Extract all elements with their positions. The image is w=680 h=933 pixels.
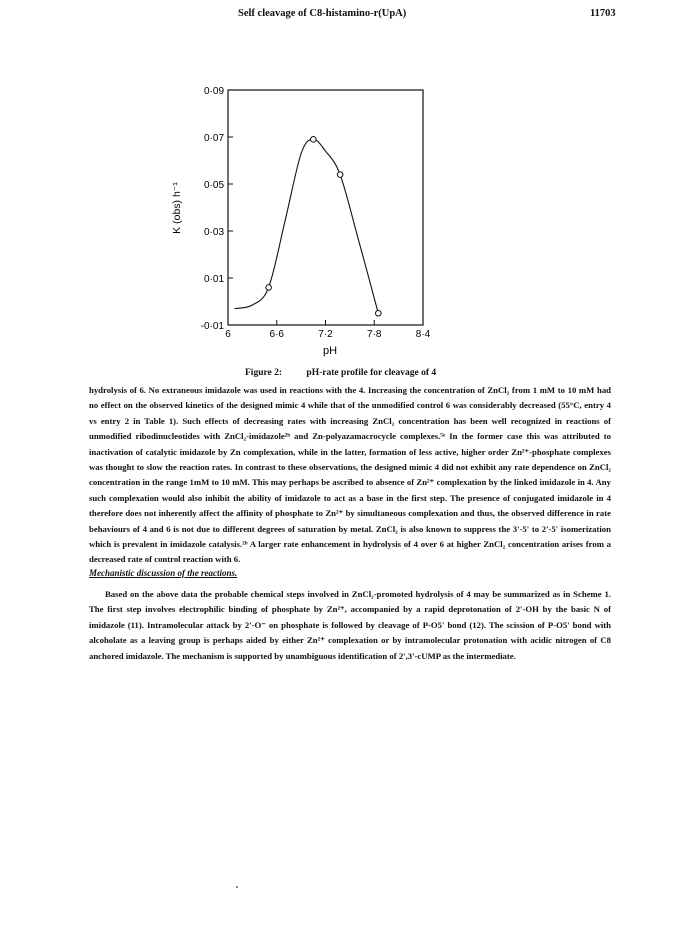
y-axis-label: K (obs) h⁻¹ xyxy=(171,182,183,234)
running-header xyxy=(0,8,680,24)
page-speck xyxy=(236,886,238,888)
y-tick-label: 0·03 xyxy=(203,227,224,238)
running-title: Self cleavage of C8-histamino-r(UpA) xyxy=(238,8,407,19)
ph-rate-chart xyxy=(160,80,460,362)
x-tick-label: 8·4 xyxy=(415,329,431,340)
data-point xyxy=(266,285,272,291)
y-tick-label: 0·05 xyxy=(203,180,224,191)
data-points xyxy=(266,137,381,316)
plot-frame xyxy=(228,90,423,325)
x-axis-ticks xyxy=(225,320,430,340)
data-point xyxy=(337,172,343,178)
data-point xyxy=(376,310,382,316)
x-tick-label: 6 xyxy=(225,329,231,340)
paragraph-2: Based on the above data the probable chemical steps involved in ZnCl₂-promoted hydrolysis of 4 may be summarized as in Scheme 1. The first step involves electrophilic binding of phosphate by Zn²⁺, accompanied by a rapid deprotonation of 2'-OH by the basic N of imidazole (11). Intramolecular attack by 2'-O⁻ on phosphate is followed by cleavage of P-O5' bond (12). The scission of P-O5' bond with alcoholate as a leaving group is perhaps aided by either Zn²⁺ complexation or by intramolecular protonation with acidic nitrogen of C8 anchored imidazole. The mechanism is supported by unambiguous identification of 2',3'-cUMP as the intermediate. xyxy=(89,589,611,661)
figure-label: Figure 2: xyxy=(245,368,283,378)
y-tick-label: 0·01 xyxy=(203,274,224,285)
x-axis-label: pH xyxy=(322,345,338,357)
paragraph-1: hydrolysis of 6. No extraneous imidazole was used in reactions with the 4. Increasing the concentration of ZnCl₂ from 1 mM to 10 mM had no effect on the observed kinetics of the designed mimic 4 while that of the unmodified control 6 was considerably decreased (55°C, entry 4 vs entry 2 in Table 1). Such effects of decreasing rates with increasing ZnCl₂ concentration has been well recognized in reactions of unmodified ribodinucleotides with ZnCl₂-imidazole²ᵇ and Zn-polyazamacrocycle complexes.⁵ᵉ In the former case this was attributed to inactivation of catalytic imidazole by Zn complexation, while in the latter, formation of less active, higher order Zn²⁺-phosphate complexes was thought to slow the reaction rates. In contrast to these observations, the designed mimic 4 did not exhibit any rate dependence on ZnCl₂ concentration in the range 1mM to 10 mM. This may perhaps be ascribed to absence of Zn²⁺ complexation by the linked imidazole in 4. Any such complexation would also inhibit the ability of imidazole to act as a base in the first step. The presence of conjugated imidazole in 4 therefore does not inherently affect the affinity of phosphate to Zn²⁺ by simultaneous complexation and thus, the observed difference in rate behaviours of 4 and 6 is not due to different degrees of saturation by metal. ZnCl₂ is also known to suppress the 3'-5' to 2'-5' isomerization which is prevalent in imidazole catalysis.²ᵇ A larger rate enhancement in hydrolysis of 4 over 6 at higher ZnCl₂ concentration arises from a decreased rate of control reaction with 6. xyxy=(89,385,611,565)
figure-caption xyxy=(245,368,436,378)
y-tick-label: 0·07 xyxy=(203,133,224,144)
rate-curve xyxy=(235,139,379,313)
data-point xyxy=(311,137,317,143)
y-tick-label: 0·09 xyxy=(203,86,224,97)
x-tick-label: 7·2 xyxy=(318,329,333,340)
x-tick-label: 7·8 xyxy=(367,329,382,340)
figure-caption-text: pH-rate profile for cleavage of 4 xyxy=(306,368,437,378)
y-tick-label: -0·01 xyxy=(200,321,224,332)
page-number: 11703 xyxy=(590,8,616,19)
section-heading: Mechanistic discussion of the reactions. xyxy=(89,568,238,578)
x-tick-label: 6·6 xyxy=(269,329,284,340)
